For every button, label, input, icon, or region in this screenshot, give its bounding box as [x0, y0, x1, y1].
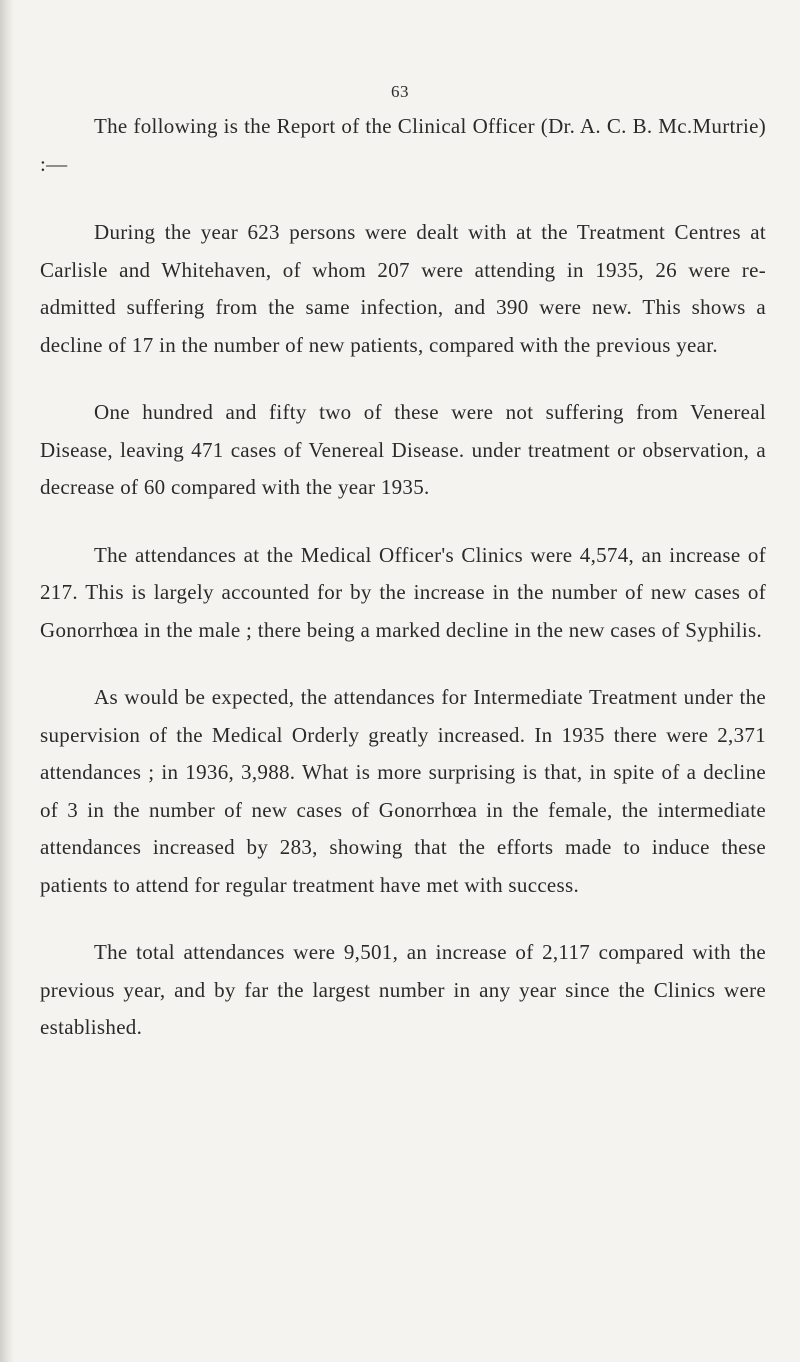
paragraph-persons-dealt-with: During the year 623 persons were dealt with at the Treatment Centres at Carlisle and Whitehaven, of whom 207 were attending in 1935, 26 were re-admitted suffering from the same infection, and 390 were new. This shows a decline of 17 in the number of new patients, compared with the previous year. [40, 220, 766, 357]
report-body [40, 108, 766, 1077]
paragraph-total-attendances: The total attendances were 9,501, an increase of 2,117 compared with the previous year, and by far the largest number in any year since the Clinics were established. [40, 940, 766, 1039]
page-binding-shadow [0, 0, 14, 1362]
paragraph-venereal-disease-cases: One hundred and fifty two of these were not suffering from Venereal Disease, leaving 471 cases of Venereal Disease. under treatment or observation, a decrease of 60 compared with the year 1935. [40, 400, 766, 499]
page-number: 63 [391, 82, 409, 101]
paragraph-intro: The following is the Report of the Clinical Officer (Dr. A. C. B. Mc.Murtrie) :— [40, 114, 766, 176]
paragraph-intermediate-treatment: As would be expected, the attendances for Intermediate Treatment under the supervision of the Medical Orderly greatly increased. In 1935 there were 2,371 attendances ; in 1936, 3,988. What is more surprising is that, in spite of a decline of 3 in the number of new cases of Gonorrhœa in the female, the intermediate attendances increased by 283, showing that the efforts made to induce these patients to attend for regular treatment have met with success. [40, 685, 766, 897]
paragraph-medical-officer-attendances: The attendances at the Medical Officer's Clinics were 4,574, an increase of 217. This is largely accounted for by the increase in the number of new cases of Gonorrhœa in the male ; there being a marked decline in the new cases of Syphilis. [40, 542, 766, 642]
